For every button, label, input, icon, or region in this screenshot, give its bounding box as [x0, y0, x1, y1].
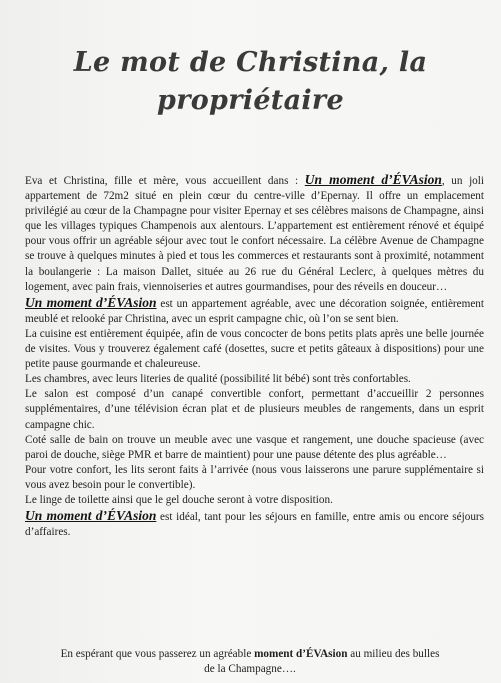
brand-name: Un moment d’ÉVAsion [25, 294, 157, 310]
closing-before: En espérant que vous passerez un agréable [60, 648, 255, 661]
closing-bold: moment d’ÉVAsion [254, 648, 348, 661]
closing-text [60, 647, 440, 677]
closing-after: au milieu des bulles de la Champagne…. [204, 648, 440, 676]
paragraph-beds: Pour votre confort, les lits seront faits à l’arrivée (nous vous laisserons une parure supplémentaire si vous avez besoin pour le convertible). [25, 463, 484, 491]
paragraph-text: Eva et Christina, fille et mère, vous accueillent dans : [25, 175, 305, 187]
paragraph-bedrooms: Les chambres, avec leurs literies de qualité (possibilité lit bébé) sont très confortables. [25, 373, 411, 386]
body-text [25, 172, 484, 540]
brand-name: Un moment d’ÉVAsion [304, 172, 442, 187]
paragraph-text: , un joli appartement de 72m2 situé en plein cœur du centre-ville d’Epernay. Il offre un emplacement privilégié au cœur de la Champagne pour visiter Epernay et ses célèbres maisons de Champagne, ainsi que les villages typiques Champenois aux alentours. L’appartement est entièrement rénové et équipé pour vous offrir un agréable séjour avec tout le confort nécessaire. La célèbre Avenue de Champagne se trouve à quelques minutes à pied et tous les commerces et restaurants sont à proximité, notamment la boulangerie : La maison Dallet, située au 26 rue du Général Leclerc, à quelques mètres du logement, avec pain frais, viennoiseries et autres gourmandises, pour des réveils en douceur… [25, 175, 484, 293]
paragraph-intro [25, 172, 484, 295]
title-line-2: propriétaire [157, 85, 344, 117]
paragraph-apartment [25, 295, 484, 327]
paragraph-ideal [25, 508, 484, 540]
paragraph-bathroom: Coté salle de bain on trouve un meuble avec une vasque et rangement, une douche spacieuse (avec paroi de douche, siège PMR et barre de maintient) pour une pause détente des plus agréable… [25, 433, 484, 461]
page-title [0, 44, 501, 120]
paragraph-text: est un appartement agréable, avec une décoration soignée, entièrement meublé et relooké par Christina, avec un esprit campagne chic, où l’on se sent bien. [25, 297, 484, 325]
paragraph-text: est idéal, tant pour les séjours en famille, entre amis ou encore séjours d’affaires. [25, 511, 485, 539]
title-line-1: Le mot de Christina, la [73, 47, 428, 79]
brand-name: Un moment d’ÉVAsion [25, 508, 157, 524]
paragraph-living-room: Le salon est composé d’un canapé convertible confort, permettant d’accueillir 2 personnes supplémentaires, d’une télévision écran plat et de plusieurs meubles de rangements, dans un esprit campagne chic. [25, 388, 484, 431]
paragraph-kitchen: La cuisine est entièrement équipée, afin de vous concocter de bons petits plats après une belle journée de visites. Vous y trouverez également café (dosettes, sucre et petits gâteaux à dispositions) pour une petite pause gourmande et chaleureuse. [25, 327, 484, 371]
paragraph-linen: Le linge de toilette ainsi que le gel douche seront à votre disposition. [25, 493, 333, 506]
